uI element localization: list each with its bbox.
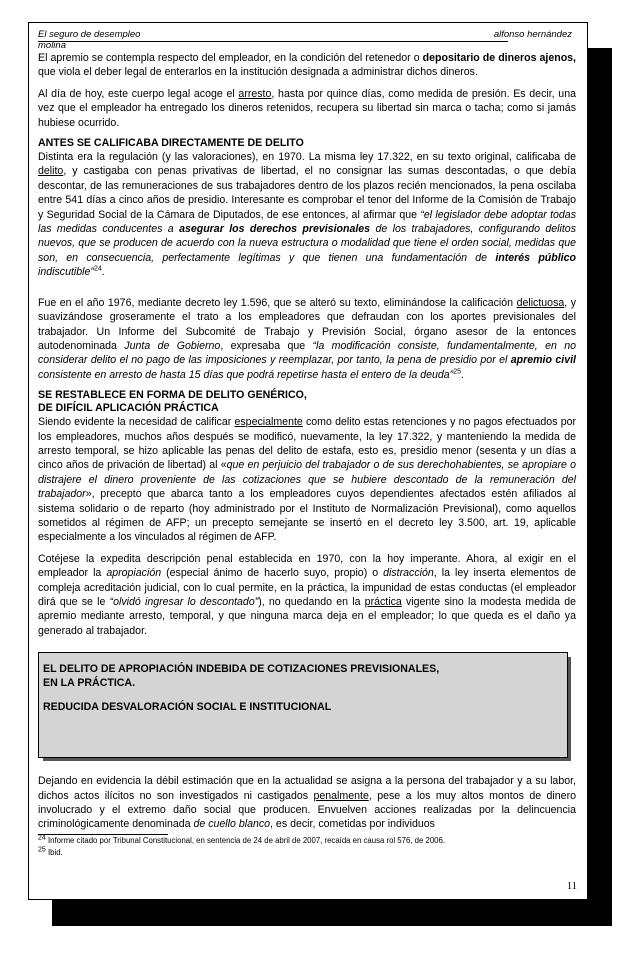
- text: , es decir, cometidas por individuos: [270, 818, 435, 831]
- text: ), no quedando en la: [258, 596, 365, 608]
- italic-text: “la modificación consiste, fundamentalmente, en no considerar delito el no pago de las imposiciones y reemplazar, por tanto, la pena de presidio por el: [38, 339, 577, 367]
- heading-line: DE DIFÍCIL APLICACIÓN PRÁCTICA: [38, 402, 219, 415]
- highlight-box: [38, 652, 568, 758]
- header-left-text: El seguro de desempleo: [38, 29, 141, 40]
- page-content: [38, 29, 576, 859]
- paragraph-5: [38, 415, 576, 545]
- text: , expresaba que: [220, 339, 313, 352]
- text: , y castigaba con penas privativas de libertad, el no consignar las sumas descontadas, o que debía descontar, de las remuneraciones de sus trabajadores dentro de los plazos recién mencionados, la pena oscilaba entre 541 días a cinco años de presidio. Interesante es comprobar el tenor del Informe de la Comisión de Trabajo y Seguridad Social de la Cámara de Diputados, de ese entonces, al afirmar que: [38, 165, 576, 221]
- box-heading-line-1: EL DELITO DE APROPIACIÓN INDEBIDA DE COTIZACIONES PREVISIONALES,: [43, 663, 440, 676]
- paragraph-6: [38, 552, 576, 638]
- page-shadow-right: [588, 48, 612, 926]
- header-left: [38, 29, 508, 42]
- italic-text: que en perjuicio del trabajador o de sus derechohabientes, se apropiare o distrajere el dinero proveniente de las cotizaciones que se hubiere descontado de la remuneración del trabajador: [38, 459, 576, 501]
- heading-line: SE RESTABLECE EN FORMA DE DELITO GENÉRICO,: [38, 389, 307, 402]
- running-header: [38, 29, 576, 51]
- italic-text: Junta de Gobierno: [124, 339, 221, 352]
- box-heading-block: [39, 663, 439, 690]
- underlined-text: penalmente: [313, 789, 369, 802]
- italic-text: distracción: [383, 567, 434, 580]
- italic-text: de los trabajadores, configurando delitos nuevos, que se producen de acuerdo con la nueva estructura o modalidad que tiene el orden social, medidas que son, en consecuencia, perfectamente legítimas y que tienen una fundamentación de: [38, 223, 576, 264]
- document-page: [28, 22, 588, 900]
- underlined-text: práctica: [364, 596, 402, 608]
- footnote-ref[interactable]: 24: [93, 265, 102, 273]
- text: , hasta por quince días, como medida de presión. Es decir, una vez que el empleador ha entregado los dineros retenidos, recupera su libertad sin marca o tacha; como si jamás hubiese ocurrido.: [38, 87, 576, 129]
- text: vigente sino la modesta medida de apremio mediante arresto, temporal, y que ninguna marca deja en el empleador; lo que queda es el daño ya generado al trabajador.: [38, 596, 576, 637]
- paragraph-3: [38, 150, 576, 280]
- footnote-25: [38, 847, 576, 859]
- italic-text: consistente en arresto de hasta 15 días que podrá repetirse hasta el entero de la deuda”: [38, 368, 454, 381]
- text: , y suavizándose groseramente el trato a los empleadores que defraudan con los aportes previsionales del trabajador. Un Informe del Subcomité de Trabajo y Previsión Social, órgano asesor de la entonces autodenominada: [38, 296, 576, 352]
- text: , pese a los muy altos montos de dinero involucrado y el extremo daño social que producen. Envuelven acciones realizadas por la delincuencia criminológicamente denominada: [38, 789, 576, 831]
- italic-text: apropiación: [106, 567, 162, 580]
- text: Siendo evidente la necesidad de calificar: [38, 416, 235, 429]
- italic-text: “olvidó ingresar lo descontado”: [109, 596, 259, 608]
- bold-italic-text: interés público: [495, 251, 576, 264]
- underlined-text: arresto: [238, 87, 272, 100]
- footnote-24: [38, 835, 576, 847]
- paragraph-1: [38, 51, 576, 80]
- highlight-box-wrapper: [38, 652, 576, 766]
- text: .: [101, 266, 105, 279]
- box-subheading-block: [39, 701, 331, 715]
- italic-text: indiscutible”: [38, 266, 94, 279]
- footnote-ref[interactable]: 25: [453, 368, 461, 376]
- footnote-text: Ibid.: [45, 847, 63, 857]
- footnote-text: Informe citado por Tribunal Constitucional, en sentencia de 24 de abril de 2007, recaída en causa rol 576, de 2006.: [45, 835, 445, 845]
- text: .: [461, 368, 464, 381]
- header-left-continued: molina: [38, 40, 66, 51]
- box-subheading: REDUCIDA DESVALORACIÓN SOCIAL E INSTITUCIONAL: [43, 701, 332, 714]
- text: como delito estas retenciones y no pagos efectuados por los empleadores, muchos años después se modificó, nuevamente, la ley 17.322, y manteniendo la medida de arresto temporal, se hizo aplicable las penas del delito de estafa, esto es, presidio menor (sesenta y un días a cinco años de privación de libertad) al «: [38, 416, 576, 472]
- text: Distinta era la regulación (y las valoraciones), en 1970. La misma ley 17.322, en su texto original, calificaba de: [38, 151, 576, 164]
- text: Dejando en evidencia la débil estimación que en la actualidad se asigna a la persona del trabajador y a su labor, dichos actos ilícitos no son investigados ni castigados: [38, 775, 576, 802]
- underlined-text: delictuosa: [516, 296, 565, 309]
- page-shadow-bottom: [52, 900, 612, 926]
- section-heading-restablece: [38, 389, 576, 415]
- text: (especial ánimo de hacerlo suyo, propio) o: [161, 567, 384, 580]
- italic-text: de cuello blanco: [193, 818, 271, 831]
- text: Cotéjese la expedita descripción penal establecida en 1970, con la hoy imperante. Ahora, al exigir en el empleador la: [38, 552, 576, 580]
- italic-text: “el legislador debe adoptar todas las medidas conducentes a: [38, 208, 576, 236]
- text: , la ley inserta elementos de compleja acreditación judicial, con lo cual permite, en la práctica, la impunidad de estas conductas (el empleador dirá que se le: [38, 567, 577, 608]
- underlined-text: especialmente: [234, 416, 303, 429]
- box-heading-line-2: EN LA PRÁCTICA.: [43, 676, 136, 689]
- bold-text: depositario de dineros ajenos,: [422, 52, 577, 64]
- text: Al día de hoy, este cuerpo legal acoge el: [38, 87, 239, 100]
- page-number: 11: [566, 881, 577, 892]
- paragraph-7: [38, 774, 576, 832]
- text: Fue en el año 1976, mediante decreto ley 1.596, que se alteró su texto, eliminándose la calificación: [38, 296, 517, 309]
- paragraph-4: [38, 296, 576, 382]
- text: que viola el deber legal de enterarlos en la institución designada a administrar dichos dineros.: [38, 66, 478, 79]
- spacer: [38, 287, 576, 296]
- text: El apremio se contempla respecto del empleador, en la condición del retenedor o: [38, 52, 423, 64]
- paragraph-2: [38, 87, 576, 130]
- bold-italic-text: apremio civil: [510, 354, 576, 367]
- text: », precepto que abarca tanto a los empleadores cuyos dependientes afectados estén afiliados al sistema solidario o de reparto (hoy administrado por el Instituto de Normalización Previsional), como aquellos sometidos al régimen de AFP; un precepto semejante se insertó en el decreto ley 3.500, art. 19, aplicable especialmente a los vinculados al régimen de AFP.: [38, 488, 576, 544]
- footnote-number: 25: [38, 846, 46, 854]
- section-heading-antes: ANTES SE CALIFICABA DIRECTAMENTE DE DELITO: [38, 137, 304, 150]
- underlined-text: delito: [38, 165, 64, 178]
- footnote-number: 24: [38, 834, 46, 842]
- header-right: alfonso hernández: [493, 29, 572, 40]
- bold-italic-text: asegurar los derechos previsionales: [179, 223, 371, 236]
